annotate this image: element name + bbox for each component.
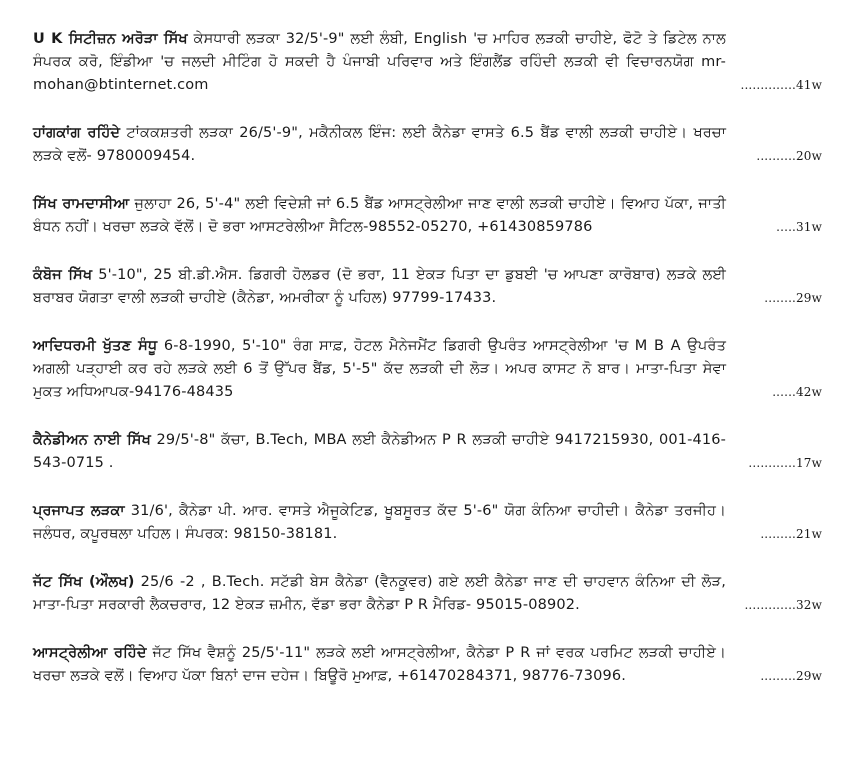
ad-text (33, 571, 822, 617)
classified-ad (33, 335, 822, 404)
ad-text (33, 642, 822, 688)
ad-word-count: ............17w (742, 452, 822, 475)
ad-body: ਕੇਸਧਾਰੀ ਲੜਕਾ 32/5'-9" ਲਈ ਲੰਬੀ, English 'ਚ ਮਾਹਿਰ ਲੜਕੀ ਚਾਹੀਏ, ਫੋਟੋ ਤੇ ਡਿਟੇਲ ਨਾਲ ਸੰਪਰਕ ਕਰੋ, ਇੰਡੀਆ 'ਚ ਜਲਦੀ ਮੀਟਿੰਗ ਹੋ ਸਕਦੀ ਹੈ ਪੰਜਾਬੀ ਪਰਿਵਾਰ ਅਤੇ ਇੰਗਲੈਂਡ ਰਹਿੰਦੀ ਲੜਕੀ ਵੀ ਵਿਚਾਰਨਯੋਗ mr-mohan@btinternet.com (33, 31, 726, 93)
ad-heading: ਕੰਬੋਜ ਸਿੱਖ (33, 267, 93, 283)
classified-ad (33, 571, 822, 617)
ad-heading: ਜੱਟ ਸਿੱਖ (ਔਲਖ) (33, 574, 135, 590)
classified-ad (33, 429, 822, 475)
ad-word-count: ......42w (766, 381, 822, 404)
ad-word-count: ..............41w (735, 74, 823, 97)
classified-ad (33, 193, 822, 239)
ad-text (33, 193, 822, 239)
ad-word-count: ..........20w (750, 145, 822, 168)
ad-heading: ਆਦਿਧਰਮੀ ਖੁੱਤਣ ਸੰਧੂ (33, 338, 158, 354)
classified-ad (33, 264, 822, 310)
ad-text (33, 429, 822, 475)
ad-heading: ਕੈਨੇਡੀਅਨ ਨਾਈ ਸਿੱਖ (33, 432, 151, 448)
ad-word-count: ........29w (758, 287, 822, 310)
ad-text (33, 500, 822, 546)
classified-ad (33, 28, 822, 97)
ad-body: 5'-10", 25 ਬੀ.ਡੀ.ਐਸ. ਡਿਗਰੀ ਹੋਲਡਰ (ਦੋ ਭਰਾ, 11 ਏਕੜ ਪਿਤਾ ਦਾ ਡੁਬਈ 'ਚ ਆਪਣਾ ਕਾਰੋਬਾਰ) ਲੜਕੇ ਲਈ ਬਰਾਬਰ ਯੋਗਤਾ ਵਾਲੀ ਲੜਕੀ ਚਾਹੀਏ (ਕੈਨੇਡਾ, ਅਮਰੀਕਾ ਨੂੰ ਪਹਿਲ) 97799-17433. (33, 267, 727, 306)
classified-ad (33, 642, 822, 688)
classified-ad (33, 500, 822, 546)
ad-body: ਜੱਟ ਸਿੱਖ ਵੈਸ਼ਨੂੰ 25/5'-11" ਲੜਕੇ ਲਈ ਆਸਟ੍ਰੇਲੀਆ, ਕੈਨੇਡਾ P R ਜਾਂ ਵਰਕ ਪਰਮਿਟ ਲੜਕੀ ਚਾਹੀਏ। ਖਰਚਾ ਲੜਕੇ ਵਲੋਂ। ਵਿਆਹ ਪੱਕਾ ਬਿਨਾਂ ਦਾਜ ਦਹੇਜ। ਬਿਊਰੋ ਮੁਆਫ਼, +61470284371, 98776-73096. (33, 645, 726, 684)
ad-heading: ਸਿੱਖ ਰਾਮਦਾਸੀਆ (33, 196, 130, 212)
ad-heading: ਪ੍ਰਜਾਪਤ ਲੜਕਾ (33, 503, 125, 519)
ad-heading: ਹਾਂਗਕਾਂਗ ਰਹਿੰਦੇ (33, 125, 121, 141)
ad-word-count: .........21w (754, 523, 822, 546)
classified-ad (33, 122, 822, 168)
ad-word-count: .....31w (770, 216, 822, 239)
ad-body: 6-8-1990, 5'-10" ਰੰਗ ਸਾਫ਼, ਹੋਟਲ ਮੈਨੇਜਮੈਂਟ ਡਿਗਰੀ ਉਪਰੰਤ ਆਸਟ੍ਰੇਲੀਆ 'ਚ M B A ਉਪਰੰਤ ਅਗਲੀ ਪੜ੍ਹਾਈ ਕਰ ਰਹੇ ਲੜਕੇ ਲਈ 6 ਤੋਂ ਉੱਪਰ ਬੈਂਡ, 5'-5" ਕੱਦ ਲੜਕੀ ਦੀ ਲੋੜ। ਅਪਰ ਕਾਸਟ ਨੋ ਬਾਰ। ਮਾਤਾ-ਪਿਤਾ ਸੇਵਾ ਮੁਕਤ ਅਧਿਆਪਕ-94176-48435 (33, 338, 727, 400)
ad-word-count: .........29w (754, 665, 822, 688)
ad-text (33, 335, 822, 404)
ad-word-count: .............32w (738, 594, 822, 617)
ad-text (33, 28, 822, 97)
ad-body: 25/6 -2 , B.Tech. ਸਟੱਡੀ ਬੇਸ ਕੈਨੇਡਾ (ਵੈਨਕੂਵਰ) ਗਏ ਲਈ ਕੈਨੇਡਾ ਜਾਣ ਦੀ ਚਾਹਵਾਨ ਕੰਨਿਆ ਦੀ ਲੋੜ, ਮਾਤਾ-ਪਿਤਾ ਸਰਕਾਰੀ ਲੈਕਚਰਾਰ, 12 ਏਕੜ ਜ਼ਮੀਨ, ਵੱਡਾ ਭਰਾ ਕੈਨੇਡਾ P R ਮੈਰਿਡ- 95015-08902. (33, 574, 727, 613)
ad-body: ਟਾਂਕਕਸ਼ਤਰੀ ਲੜਕਾ 26/5'-9", ਮਕੈਨੀਕਲ ਇੰਜ: ਲਈ ਕੈਨੇਡਾ ਵਾਸਤੇ 6.5 ਬੈਂਡ ਵਾਲੀ ਲੜਕੀ ਚਾਹੀਏ। ਖਰਚਾ ਲੜਕੇ ਵਲੋਂ- 9780009454. (33, 125, 726, 164)
ad-body: 31/6', ਕੈਨੇਡਾ ਪੀ. ਆਰ. ਵਾਸਤੇ ਐਜੂਕੇਟਿਡ, ਖੂਬਸੂਰਤ ਕੱਦ 5'-6" ਯੋਗ ਕੰਨਿਆ ਚਾਹੀਦੀ। ਕੈਨੇਡਾ ਤਰਜੀਹ। ਜਲੰਧਰ, ਕਪੂਰਥਲਾ ਪਹਿਲ। ਸੰਪਰਕ: 98150-38181. (33, 503, 726, 542)
ad-body: 29/5'-8" ਕੱਚਾ, B.Tech, MBA ਲਈ ਕੈਨੇਡੀਅਨ P R ਲੜਕੀ ਚਾਹੀਏ 9417215930, 001-416-543-0715 . (33, 432, 726, 471)
ad-text (33, 122, 822, 168)
ad-body: ਜੁਲਾਹਾ 26, 5'-4" ਲਈ ਵਿਦੇਸ਼ੀ ਜਾਂ 6.5 ਬੈਂਡ ਆਸਟ੍ਰੇਲੀਆ ਜਾਣ ਵਾਲੀ ਲੜਕੀ ਚਾਹੀਏ। ਵਿਆਹ ਪੱਕਾ, ਜਾਤੀ ਬੰਧਨ ਨਹੀਂ। ਖਰਚਾ ਲੜਕੇ ਵੱਲੋਂ। ਦੋ ਭਰਾ ਆਸਟਰੇਲੀਆ ਸੈਟਿਲ-98552-05270, +61430859786 (33, 196, 726, 235)
ad-heading: U K ਸਿਟੀਜ਼ਨ ਅਰੋੜਾ ਸਿੱਖ (33, 31, 188, 47)
ad-heading: ਆਸਟ੍ਰੇਲੀਆ ਰਹਿੰਦੇ (33, 645, 147, 661)
ad-text (33, 264, 822, 310)
